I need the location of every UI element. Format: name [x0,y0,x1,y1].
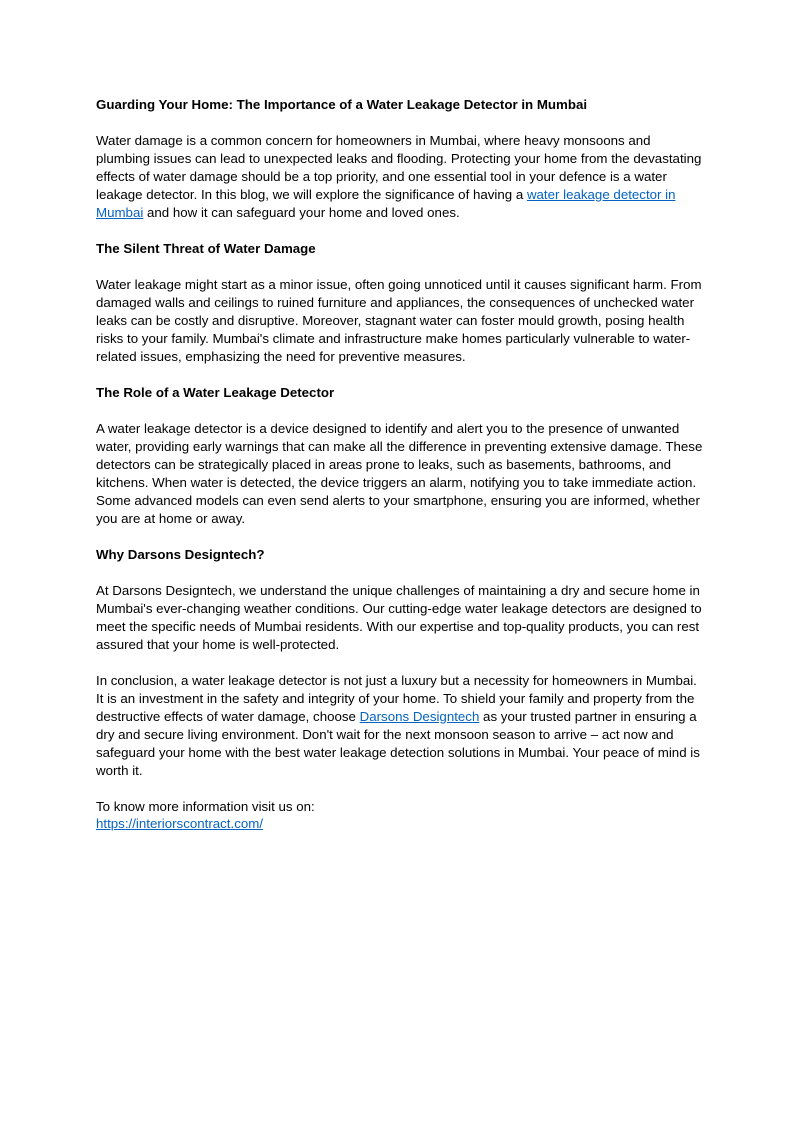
section-heading-silent-threat: The Silent Threat of Water Damage [96,241,316,256]
water-leakage-detector-link[interactable]: water leakage detector in Mumbai [96,187,676,220]
intro-paragraph [96,132,706,222]
section-heading-role-of-detector: The Role of a Water Leakage Detector [96,385,335,400]
conclusion-text-before: In conclusion, a water leakage detector is not just a luxury but a necessity for homeowners in Mumbai. It is an investment in the safety and integrity of your home. To shield your family and property from the destructive effects of water damage, choose [96,673,697,724]
conclusion-text-after: as your trusted partner in ensuring a dry and secure living environment. Don't wait for the next monsoon season to arrive – act now and safeguard your home with the best water leakage detection solutions in Mumbai. Your peace of mind is worth it. [96,709,700,778]
section-body-why-darsons: At Darsons Designtech, we understand the unique challenges of maintaining a dry and secure home in Mumbai's ever-changing weather conditions. Our cutting-edge water leakage detectors are designed to meet the specific needs of Mumbai residents. With our expertise and top-quality products, you can rest assured that your home is well-protected. [96,583,702,652]
darsons-designtech-link[interactable]: Darsons Designtech [359,709,480,724]
section-heading-why-darsons: Why Darsons Designtech? [96,547,265,562]
document-page [96,96,706,831]
intro-text-after: and how it can safeguard your home and loved ones. [143,205,460,220]
footer-text: To know more information visit us on: [96,799,315,814]
section-body-role-of-detector: A water leakage detector is a device designed to identify and alert you to the presence of unwanted water, providing early warnings that can make all the difference in preventing extensive damage. These detectors can be strategically placed in areas prone to leaks, such as basements, bathrooms, and kitchens. When water is detected, the device triggers an alarm, notifying you to take immediate action. Some advanced models can even send alerts to your smartphone, ensuring you are informed, whether you are at home or away. [96,421,703,526]
document-title: Guarding Your Home: The Importance of a Water Leakage Detector in Mumbai [96,97,588,112]
conclusion-paragraph [96,672,706,780]
section-body-silent-threat: Water leakage might start as a minor issue, often going unnoticed until it causes significant harm. From damaged walls and ceilings to ruined furniture and appliances, the consequences of unchecked water leaks can be costly and disruptive. Moreover, stagnant water can foster mould growth, posing health risks to your family. Mumbai's climate and infrastructure make homes particularly vulnerable to water-related issues, emphasizing the need for preventive measures. [96,277,702,364]
intro-text-before: Water damage is a common concern for homeowners in Mumbai, where heavy monsoons and plumbing issues can lead to unexpected leaks and flooding. Protecting your home from the devastating effects of water damage should be a top priority, and one essential tool in your defence is a water leakage detector. In this blog, we will explore the significance of having a [96,133,702,202]
website-link[interactable]: https://interiorscontract.com/ [96,816,264,831]
